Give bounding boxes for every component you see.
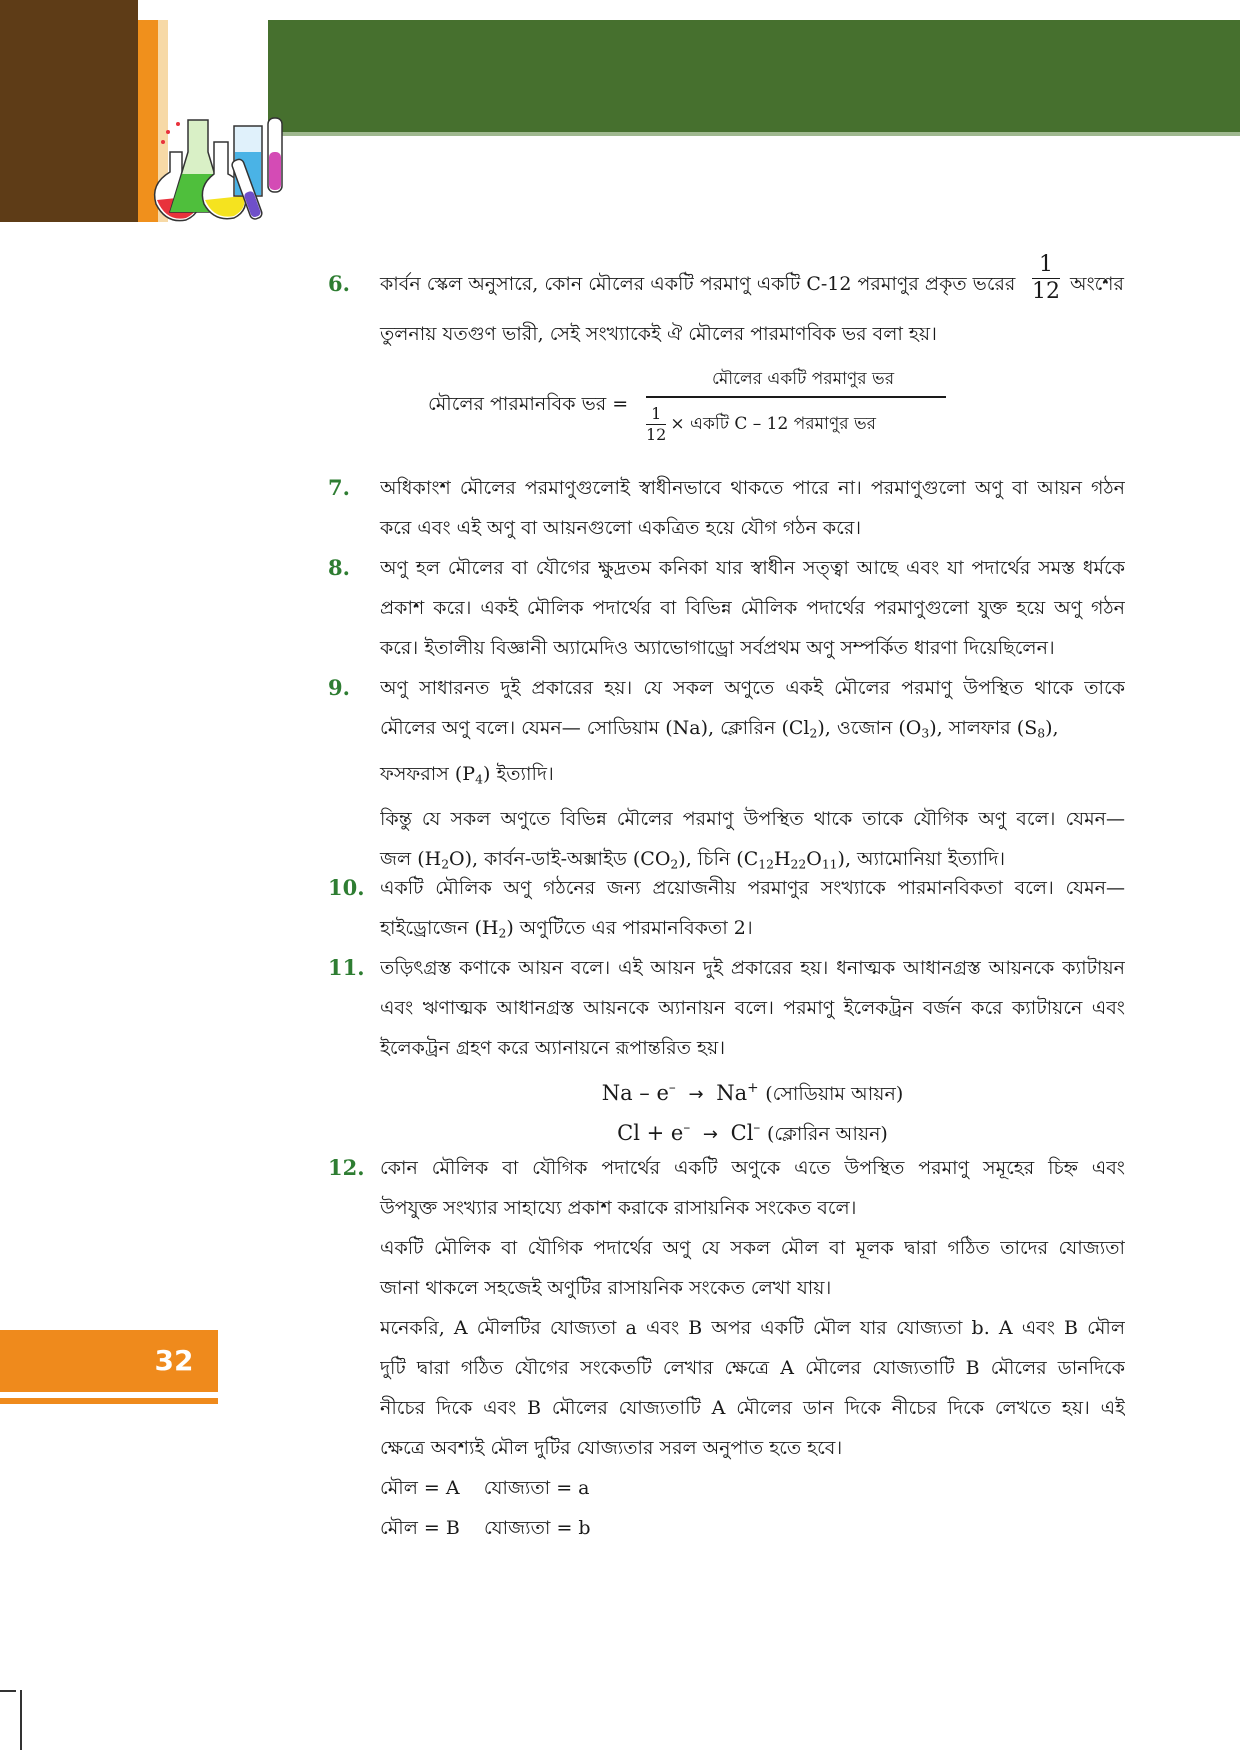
item-9-line-2-g: ), (1045, 717, 1059, 739)
subscript: 3 (921, 726, 930, 741)
item-9-line-5-k: ), অ্যামোনিয়া ইত্যাদি। (837, 848, 1006, 871)
item-12-line-4: জানা থাকলে সহজেই অণুটির রাসায়নিক সংকেত লেখা যায়। (380, 1277, 832, 1299)
item-6-line-1-before: কার্বন স্কেল অনুসারে, কোন মৌলের একটি পরমাণু একটি C-12 পরমাণুর প্রকৃত ভরের (380, 273, 1016, 295)
item-10-line-2 (380, 908, 1125, 954)
reaction-rhs: Na (716, 1081, 748, 1106)
superscript: – (753, 1120, 761, 1136)
subscript: 11 (821, 858, 838, 873)
equation-lhs: মৌলের পারমানবিক ভর = (428, 393, 629, 415)
item-number: 10. (328, 875, 365, 900)
item-9-line-5-c: O), কার্বন-ডাই-অক্সাইড (CO (449, 848, 671, 871)
item-10 (328, 868, 1125, 954)
item-9-line-5-i: O (806, 848, 822, 871)
subscript: 2 (441, 858, 450, 873)
reaction-note: (সোডিয়াম আয়ন) (765, 1083, 904, 1106)
item-8-line-1: অণু হল মৌলের বা যৌগের ক্ষুদ্রতম কনিকা যার স্বাধীন সত্ত্বা আছে এবং যা পদার্থের সমস্ত ধর্মকে (380, 557, 1125, 579)
crop-mark-horizontal (0, 1690, 16, 1692)
item-12-line-6: দুটি দ্বারা গঠিত যৌগের সংকেতটি লেখার ক্ষেত্রে A মৌলের যোজ্যতাটি B মৌলের ডানদিকে (380, 1357, 1125, 1379)
item-7-line-2: করে এবং এই অণু বা আয়নগুলো একত্রিত হয়ে যৌগ গঠন করে। (380, 517, 862, 539)
item-11-line-1: তড়িৎগ্রস্ত কণাকে আয়ন বলে। এই আয়ন দুই প্রকারের হয়। ধনাত্মক আধানগ্রস্ত আয়নকে ক্যাটায়ন (380, 957, 1125, 979)
item-7-line-1: অধিকাংশ মৌলের পরমাণুগুলোই স্বাধীনভাবে থাকতে পারে না। পরমাণুগুলো অণু বা আয়ন গঠন (380, 477, 1125, 499)
arrow-right-icon: → (702, 1124, 718, 1146)
page-number: 32 (154, 1344, 194, 1377)
item-number: 7. (328, 475, 350, 500)
item-9-line-2-a: মৌলের অণু বলে। যেমন— সোডিয়াম (Na), ক্লোরিন (Cl (380, 717, 810, 739)
item-6-line-1-after: অংশের (1070, 273, 1124, 295)
item-10-line-1: একটি মৌলিক অণু গঠনের জন্য প্রয়োজনীয় পরমাণুর সংখ্যাকে পারমানবিকতা বলে। যেমন— (380, 877, 1125, 899)
item-10-line-2-a: হাইড্রোজেন (H (380, 917, 499, 939)
item-12 (328, 1148, 1125, 1548)
crop-mark-vertical (20, 1690, 22, 1750)
header-green-banner (268, 20, 1240, 132)
item-9-line-2 (380, 708, 1125, 754)
subscript: 12 (758, 858, 774, 873)
item-11-line-3: ইলেকট্রন গ্রহণ করে অ্যানায়নে রূপান্তরিত হয়। (380, 1037, 726, 1059)
lab-flasks-icon (148, 112, 308, 228)
page-number-rule (0, 1398, 218, 1404)
reaction-rhs: Cl (730, 1121, 754, 1146)
item-12-line-5: মনেকরি, A মৌলটির যোজ্যতা a এবং B অপর একটি মৌল যার যোজ্যতা b. A এবং B মৌল (380, 1317, 1125, 1339)
item-9-line-5-e: ), চিনি (C (678, 848, 759, 871)
reaction-note: (ক্লোরিন আয়ন) (766, 1123, 888, 1146)
subscript: 4 (475, 772, 483, 787)
item-8-line-3: করে। ইতালীয় বিজ্ঞানী অ্যামেদিও অ্যাভোগাড্রো সর্বপ্রথম অণু সম্পর্কিত ধারণা দিয়েছিলেন। (380, 637, 1055, 659)
item-12-line-7: নীচের দিকে এবং B মৌলের যোজ্যতাটি A মৌলের ডান দিকে নীচের দিকে লেখতে হয়। এই (380, 1397, 1125, 1419)
item-number: 11. (328, 955, 365, 980)
item-9-line-2-c: ), ওজোন (O (817, 717, 922, 739)
item-6 (328, 252, 1125, 354)
item-10-line-2-c: ) অণুটিতে এর পারমানবিকতা 2। (506, 917, 753, 939)
equation-small-fraction (646, 404, 666, 445)
item-6-line-2: তুলনায় যতগুণ ভারী, সেই সংখ্যাকেই ঐ মৌলের পারমাণবিক ভর বলা হয়। (380, 323, 937, 345)
superscript: – (668, 1080, 676, 1096)
header-green-rule (268, 132, 1240, 136)
subscript: 2 (809, 726, 818, 741)
arrow-right-icon: → (688, 1084, 704, 1106)
reaction-lhs: Cl + e (617, 1121, 684, 1146)
small-fraction-denominator: 12 (646, 425, 667, 444)
item-9-line-3-c: ) ইত্যাদি। (482, 762, 554, 785)
item-number: 6. (328, 271, 350, 296)
item-11-line-2: এবং ঋণাত্মক আধানগ্রস্ত আয়নকে অ্যানায়ন বলে। পরমাণু ইলেকট্রন বর্জন করে ক্যাটায়নে এবং (380, 997, 1125, 1019)
small-fraction-numerator: 1 (646, 404, 666, 425)
subscript: 22 (790, 858, 807, 873)
item-12-line-2: উপযুক্ত সংখ্যার সাহায্যে প্রকাশ করাকে রাসায়নিক সংকেত বলে। (380, 1197, 857, 1219)
item-12-line-9: মৌল = A যোজ্যতা = a (380, 1477, 590, 1499)
item-6-line-1 (380, 252, 1125, 304)
item-number: 8. (328, 555, 350, 580)
equation-denominator-text: × একটি C – 12 পরমাণুর ভর (670, 414, 877, 434)
item-9-line-5-g: H (773, 848, 791, 871)
equation-fraction-bar (646, 396, 946, 398)
fraction-denominator: 12 (1032, 279, 1060, 304)
fraction-one-twelfth (1032, 252, 1060, 305)
item-9-line-1: অণু সাধারনত দুই প্রকারের হয়। যে সকল অণুতে একই মৌলের পরমাণু উপস্থিত থাকে তাকে (380, 677, 1125, 699)
item-9-line-5-a: জল (H (380, 848, 442, 871)
equation-denominator (646, 404, 876, 445)
reaction-lhs: Na – e (601, 1081, 669, 1106)
subscript: 2 (670, 858, 679, 873)
item-8 (328, 548, 1125, 668)
item-9-line-3 (380, 754, 1125, 800)
item-9-line-3-a: ফসফরাস (P (380, 762, 476, 785)
item-9 (328, 668, 1125, 885)
item-12-line-1: কোন মৌলিক বা যৌগিক পদার্থের একটি অণুকে এতে উপস্থিত পরমাণু সমূহের চিহ্ন এবং (380, 1157, 1125, 1179)
fraction-numerator: 1 (1032, 252, 1060, 279)
atomic-mass-equation (428, 360, 948, 460)
item-11 (328, 948, 1125, 1068)
item-8-line-2: প্রকাশ করে। একই মৌলিক পদার্থের বা বিভিন্ন মৌলিক পদার্থের পরমাণুগুলো যুক্ত হয়ে অণু গঠন (380, 597, 1125, 619)
superscript: + (747, 1080, 759, 1096)
subscript: 8 (1037, 726, 1046, 741)
item-9-line-2-e: ), সালফার (S (929, 717, 1038, 739)
item-12-line-8: ক্ষেত্রে অবশ্যই মৌল দুটির যোজ্যতার সরল অনুপাত হতে হবে। (380, 1437, 843, 1459)
item-7 (328, 468, 1125, 548)
header-brown-block (0, 0, 138, 222)
item-12-line-10: মৌল = B যোজ্যতা = b (380, 1517, 591, 1539)
item-number: 9. (328, 675, 350, 700)
item-number: 12. (328, 1155, 365, 1180)
item-9-line-4: কিন্তু যে সকল অণুতে বিভিন্ন মৌলের পরমাণু উপস্থিত থাকে তাকে যৌগিক অণু বলে। যেমন— (380, 808, 1125, 831)
superscript: – (683, 1120, 691, 1136)
item-12-line-3: একটি মৌলিক বা যৌগিক পদার্থের অণু যে সকল মৌল বা মূলক দ্বারা গঠিত তাদের যোজ্যতা (380, 1237, 1125, 1259)
equation-numerator: মৌলের একটি পরমাণুর ভর (711, 369, 895, 389)
subscript: 2 (498, 926, 507, 941)
